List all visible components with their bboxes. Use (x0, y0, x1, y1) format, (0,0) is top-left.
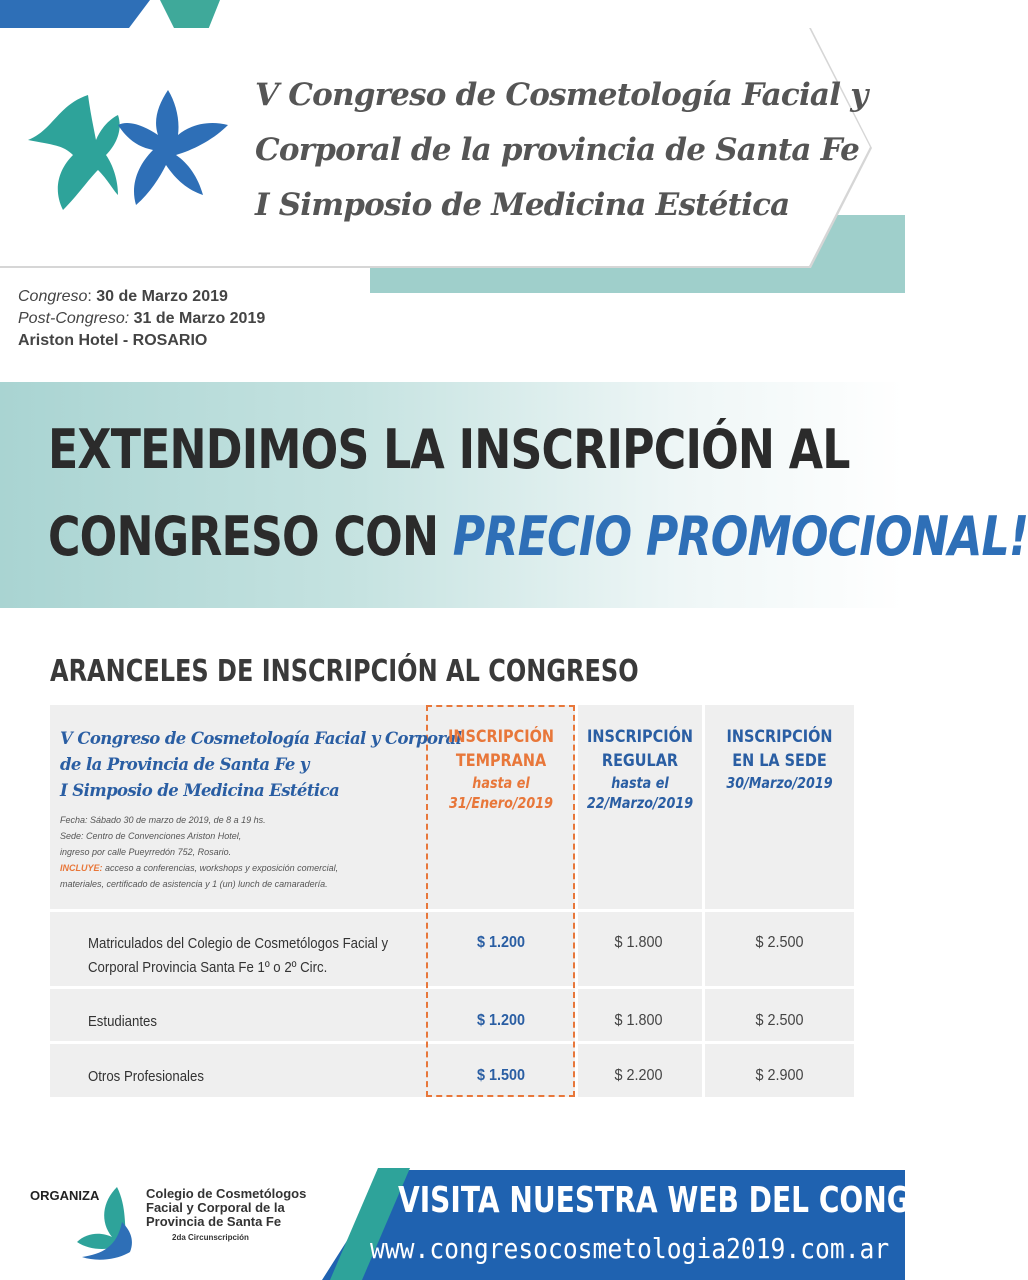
price-matriculados-regular: $ 1.800 (614, 934, 663, 951)
row-label-line: Matriculados del Colegio de Cosmetólogos Facial y (88, 935, 389, 952)
column-header-temprana (438, 725, 564, 813)
price-matriculados-sede: $ 2.500 (755, 934, 804, 951)
column-date: 31/Enero/2019 (448, 794, 554, 812)
organizer-butterfly-icon (72, 1182, 152, 1266)
column-header-sede (718, 725, 841, 793)
detail-fecha: Fecha: Sábado 30 de marzo de 2019, de 8 a 19 hs. (60, 815, 266, 825)
row-label-line: Corporal Provincia Santa Fe 1º o 2º Circ. (88, 959, 328, 976)
row-label-matriculados (88, 932, 388, 980)
column-title: INSCRIPCIÓN (448, 727, 554, 747)
price-estudiantes-sede: $ 2.500 (755, 1012, 804, 1029)
column-header-regular (581, 725, 700, 813)
column-date: 30/Marzo/2019 (726, 774, 833, 792)
venue: Ariston Hotel - ROSARIO (18, 332, 208, 349)
detail-incluye-text-2: materiales, certificado de asistencia y 1 (un) lunch de camaradería. (60, 879, 328, 889)
fees-section-title: ARANCELES DE INSCRIPCIÓN AL CONGRESO (50, 654, 639, 689)
congress-logo (18, 85, 238, 215)
column-date: 22/Marzo/2019 (586, 794, 694, 812)
row-label-estudiantes: Estudiantes (88, 1013, 157, 1030)
table-event-title-line: I Simposio de Medicina Estética (60, 781, 340, 800)
price-estudiantes-regular: $ 1.800 (614, 1012, 663, 1029)
detail-incluye-text: acceso a conferencias, workshops y exposición comercial, (105, 863, 339, 873)
congreso-label: Congreso (18, 288, 88, 305)
price-otros-regular: $ 2.200 (614, 1067, 663, 1084)
table-event-details (60, 812, 400, 892)
announcement-prefix: CONGRESO CON (48, 505, 439, 568)
post-congreso-label: Post-Congreso: (18, 310, 130, 327)
congress-title (255, 68, 868, 233)
post-congreso-date: 31 de Marzo 2019 (133, 310, 266, 327)
price-matriculados-temprana: $ 1.200 (476, 934, 526, 951)
organizer-name (146, 1187, 306, 1229)
column-title: INSCRIPCIÓN (587, 727, 693, 747)
table-col-divider (575, 705, 578, 1097)
column-title: INSCRIPCIÓN (726, 727, 833, 747)
detail-sede: Sede: Centro de Convenciones Ariston Hotel, (60, 831, 242, 841)
top-stripe-blue (0, 0, 150, 30)
table-event-title-line: V Congreso de Cosmetología Facial y Corporal (60, 729, 462, 748)
announcement-line-2 (48, 505, 1028, 568)
price-estudiantes-temprana: $ 1.200 (476, 1012, 526, 1029)
organizer-name-line: Facial y Corporal de la (146, 1200, 285, 1215)
announcement-highlight: PRECIO PROMOCIONAL! (452, 505, 1028, 568)
website-url[interactable]: www.congresocosmetologia2019.com.ar (370, 1232, 890, 1265)
website-call-to-action: VISITA NUESTRA WEB DEL CONGRESO! (398, 1180, 1008, 1221)
organizer-name-line: Colegio de Cosmetólogos (146, 1186, 307, 1201)
organiza-label: ORGANIZA (30, 1188, 100, 1203)
column-title: REGULAR (601, 751, 679, 771)
column-subtitle: hasta el (472, 774, 530, 792)
column-subtitle: hasta el (611, 774, 669, 792)
row-label-otros: Otros Profesionales (88, 1068, 204, 1085)
congress-title-line-3: I Simposio de Medicina Estética (255, 187, 790, 223)
announcement-line-1: EXTENDIMOS LA INSCRIPCIÓN AL (48, 418, 850, 481)
table-event-title-line: de la Provincia de Santa Fe y (60, 755, 309, 774)
detail-ingreso: ingreso por calle Pueyrredón 752, Rosario. (60, 847, 232, 857)
column-title: EN LA SEDE (732, 751, 827, 771)
detail-incluye-label: INCLUYE: (60, 863, 103, 873)
table-col-divider (702, 705, 705, 1097)
organizer-subtitle: 2da Circunscripción (172, 1233, 249, 1242)
congress-title-line-2: Corporal de la provincia de Santa Fe (255, 132, 860, 168)
top-stripe-teal (160, 0, 220, 30)
table-event-title (60, 726, 462, 804)
organizer-name-line: Provincia de Santa Fe (146, 1214, 282, 1229)
column-title: TEMPRANA (455, 751, 547, 771)
congreso-date: 30 de Marzo 2019 (96, 288, 228, 305)
price-otros-sede: $ 2.900 (755, 1067, 804, 1084)
price-otros-temprana: $ 1.500 (476, 1067, 526, 1084)
announcement-banner (0, 382, 905, 608)
event-info: Congreso: 30 de Marzo 2019 Post-Congreso: 31 de Marzo 2019 Ariston Hotel - ROSARIO (18, 286, 265, 352)
congress-title-line-1: V Congreso de Cosmetología Facial y (255, 77, 868, 113)
